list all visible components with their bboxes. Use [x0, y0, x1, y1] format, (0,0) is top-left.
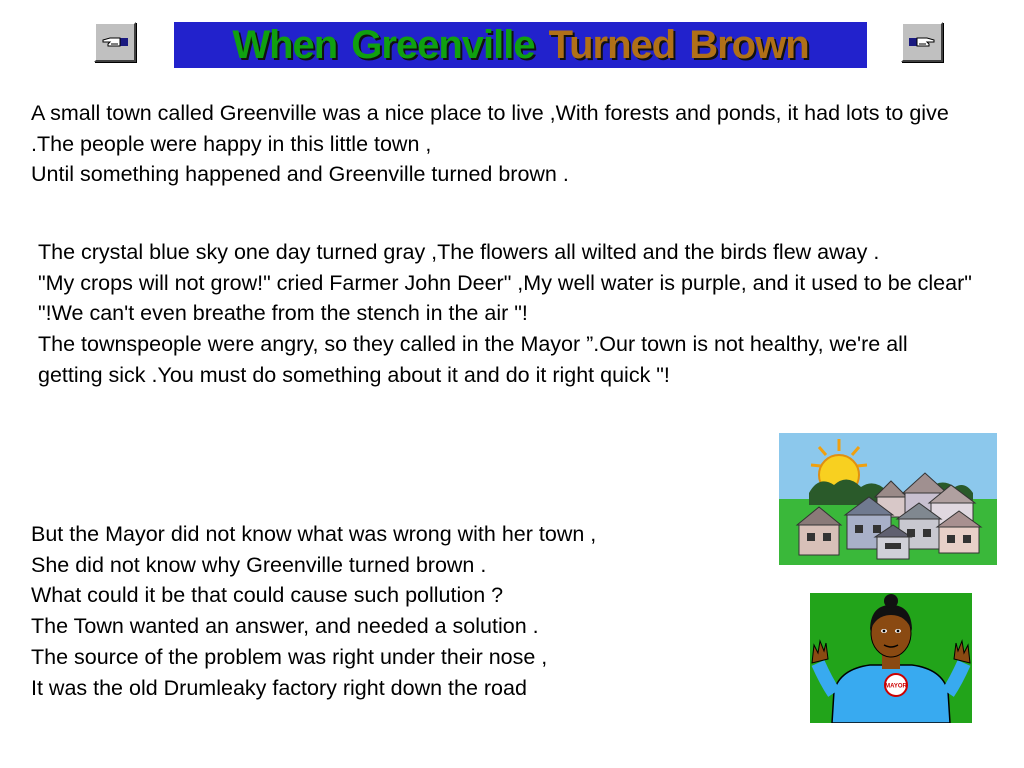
town-illustration: [779, 433, 997, 565]
mayor-badge: [885, 674, 908, 696]
story-line: She did not know why Greenville turned brown .: [31, 552, 487, 577]
mayor-badge-text: MAYOR: [885, 683, 907, 690]
mayor-illustration: [810, 593, 972, 723]
title-word-brown: Brown: [689, 23, 809, 67]
title-word-when: When: [232, 23, 338, 67]
story-paragraph-3: [31, 519, 751, 703]
next-slide-button[interactable]: [901, 22, 943, 62]
story-line: A small town called Greenville was a nice place to live ,With forests and ponds, it had lots to give .The people were happy in this little town ,: [31, 101, 949, 156]
title-banner: [174, 22, 867, 68]
story-line: It was the old Drumleaky factory right down the road: [31, 675, 527, 700]
story-line: Until something happened and Greenville turned brown .: [31, 162, 569, 187]
title-word-greenville: Greenville: [351, 23, 535, 67]
story-line: The crystal blue sky one day turned gray ,The flowers all wilted and the birds flew away .: [38, 240, 880, 264]
story-line: What could it be that could cause such pollution ?: [31, 583, 504, 608]
story-line: The Town wanted an answer, and needed a solution .: [31, 614, 539, 639]
story-line: "My crops will not grow!" cried Farmer John Deer" ,My well water is purple, and it used to be clear" "!We can't even breathe from the stench in the air "!: [38, 270, 972, 326]
pointing-hand-left-icon: [100, 34, 130, 50]
pointing-hand-right-icon: [907, 34, 937, 50]
title-word-turned: Turned: [548, 23, 676, 67]
story-line: The source of the problem was right under their nose ,: [31, 644, 548, 669]
story-line: The townspeople were angry, so they called in the Mayor ”.Our town is not healthy, we're all getting sick .You must do something about it and do it right quick "!: [38, 332, 908, 387]
previous-slide-button[interactable]: [94, 22, 136, 62]
story-paragraph-2: [38, 237, 973, 391]
story-paragraph-1: [31, 98, 971, 190]
story-line: But the Mayor did not know what was wrong with her town ,: [31, 522, 597, 546]
